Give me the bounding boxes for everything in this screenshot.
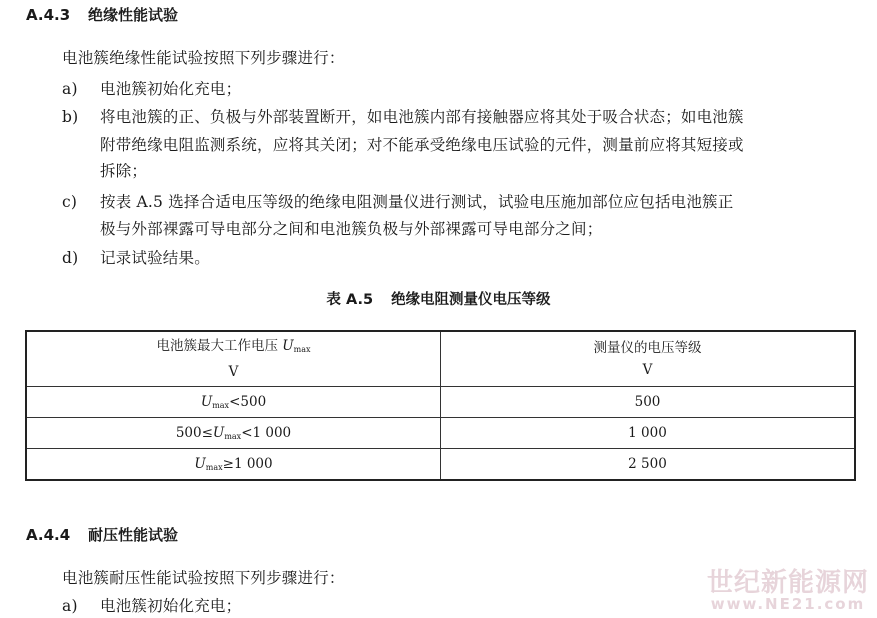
list-item-text: 电池簇初始化充电； (100, 80, 242, 98)
table-header-row (26, 331, 855, 387)
section-intro: 电池簇绝缘性能试验按照下列步骤进行： (62, 49, 345, 67)
list-item-continuation: 极与外部裸露可导电部分之间和电池簇负极与外部裸露可导电部分之间； (100, 220, 603, 238)
table-cell-value: 1 000 (441, 418, 856, 449)
table-cell-condition: $U_{max}\ge 1$ 000 (26, 449, 441, 481)
table-caption-title: 绝缘电阻测量仪电压等级 (391, 292, 551, 308)
section-number: A.4.3 (26, 6, 71, 24)
section-title: 绝缘性能试验 (88, 6, 179, 24)
header-cell-max-voltage: 电池簇最大工作电压 $U_{max}$ V (26, 331, 441, 387)
section-title: 耐压性能试验 (88, 526, 179, 544)
watermark-text: 世纪新能源网 (706, 568, 869, 598)
table-cell-condition: $U_{max}<500$ (26, 387, 441, 418)
watermark-url: www.NE21.com (710, 595, 866, 613)
table-caption (0, 288, 877, 309)
list-item (62, 246, 210, 268)
list-item-label: a) (62, 80, 78, 98)
list-item-label: b) (62, 108, 79, 126)
list-item (62, 190, 733, 212)
table-caption-number: 表 A.5 (326, 292, 374, 308)
section-intro: 电池簇耐压性能试验按照下列步骤进行： (62, 569, 345, 587)
table-row (26, 449, 855, 481)
header-unit: V (228, 364, 239, 380)
table-cell-condition: $500\le U_{max}<1$ 000 (26, 418, 441, 449)
header-cell-meter-voltage: 测量仪的电压等级 V (441, 331, 856, 387)
list-item-label: c) (62, 193, 78, 211)
list-item-continuation: 拆除； (100, 162, 148, 180)
list-item-text: 将电池簇的正、负极与外部装置断开，如电池簇内部有接触器应将其处于吸合状态；如电池簇 (100, 108, 744, 126)
list-item-text: 记录试验结果。 (100, 249, 210, 267)
list-item-continuation: 附带绝缘电阻监测系统，应将其关闭；对不能承受绝缘电压试验的元件，测量前应将其短接或 (100, 136, 744, 154)
table-row (26, 387, 855, 418)
list-item (62, 594, 241, 616)
voltage-table (25, 330, 856, 481)
list-item-label: a) (62, 597, 78, 615)
table-cell-value: 2 500 (441, 449, 856, 481)
section-number: A.4.4 (26, 526, 71, 544)
header-unit: V (642, 362, 653, 378)
list-item-text: 按表 A.5 选择合适电压等级的绝缘电阻测量仪进行测试，试验电压施加部位应包括电池簇正 (100, 193, 734, 211)
section-heading-a44 (26, 524, 178, 545)
table-row (26, 418, 855, 449)
table-cell-value: 500 (441, 387, 856, 418)
list-item-text: 电池簇初始化充电； (100, 597, 242, 615)
list-item-label: d) (62, 249, 79, 267)
list-item (62, 77, 241, 99)
watermark (707, 562, 869, 613)
section-heading-a43 (26, 4, 178, 25)
list-item (62, 105, 744, 127)
